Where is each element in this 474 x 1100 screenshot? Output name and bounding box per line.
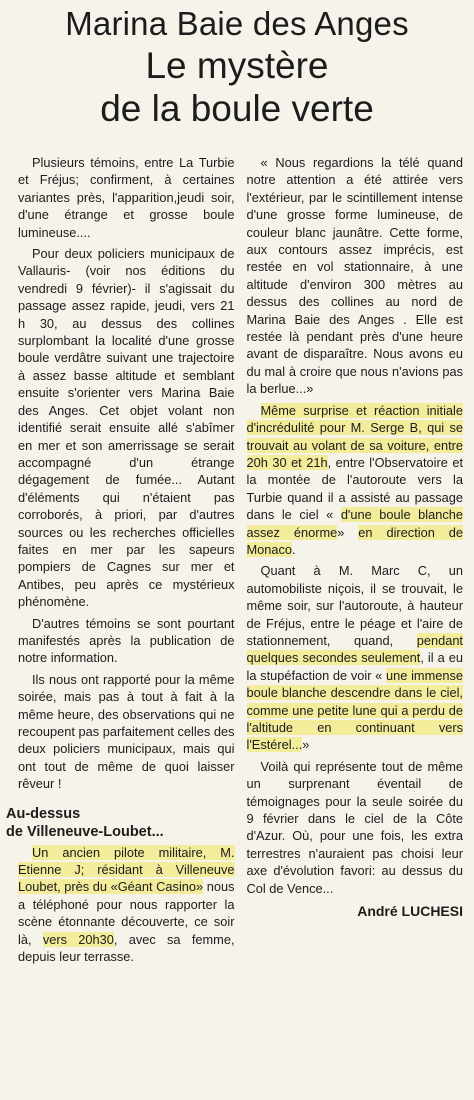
text-run: . xyxy=(292,541,296,557)
paragraph xyxy=(247,562,464,753)
text-run: , il a eu la stupéfaction de voir « xyxy=(246,650,463,683)
text-run: nous a téléphoné pour nous rapporter la scène étonnante découverte, ce soir là, xyxy=(18,879,235,947)
text-run: , entre l'Observatoire et la montée de l'autoroute vers la Turbie quand il a assisté au passage dans le ciel « xyxy=(246,454,464,523)
left-column xyxy=(6,154,235,969)
text-run: » xyxy=(302,737,310,753)
subhead-line: Au-dessus xyxy=(6,805,81,822)
text-run: , avec sa femme, depuis leur terrasse. xyxy=(18,931,235,965)
article-header xyxy=(8,0,466,130)
paragraph: Ils nous ont rapporté pour la même soirée, mais pas à tout à fait à la même heure, des observations qui ne recoupent pas parfaitement celles des deux policiers municipaux, mais qui ont tout de même de quoi laisser rêveur ! xyxy=(18,671,235,792)
paragraph xyxy=(247,402,464,559)
highlighted-text: une immense boule blanche descendre dans le ciel, comme une petite lune qui a perdu de l'altitude en continuant vers l'Estérel... xyxy=(246,667,463,753)
paragraph: Voilà qui représente tout de même un surprenant éventail de témoignages pour la seule soirée du 9 février dans le ciel de la Côte d'Azur. Où, pour une fois, les extra terrestres n'auraient pas choisi leur axe d'évolution favori: au dessus du Col de Vence... xyxy=(246,758,463,896)
text-run: » xyxy=(337,524,359,540)
highlighted-text: Même surprise et réaction initiale d'incrédulité pour M. Serge B, qui se trouvait au volant de sa voiture, entre 20h 30 et 21h xyxy=(246,402,463,470)
highlighted-text: vers 20h30 xyxy=(42,931,114,947)
article-title-line-1: Le mystère xyxy=(145,45,329,86)
paragraph: « Nous regardions la télé quand notre attention a été attirée vers l'extérieur, par le scintillement intense d'une grosse forme lumineuse, de couleur blanc jaunâtre. Cette forme, aux contours assez imprécis, est restée en vol stationnaire, à une altitude d'environ 300 mètres au dessus des collines au nord de Marina Baie des Anges . Elle est restée là pendant près d'une heure avant de disparaître. Nous avons eu du mal à croire que nous n'avions pas la berlue...» xyxy=(246,155,463,397)
highlighted-text: pendant quelques secondes seulement xyxy=(246,632,463,666)
article-body xyxy=(8,154,466,969)
paragraph: D'autres témoins se sont pourtant manifestés après la publication de notre information. xyxy=(18,615,235,666)
paragraph: Plusieurs témoins, entre La Turbie et Fréjus; confirment, à certaines variantes près, l'apparition,jeudi soir, d'une étrange et grosse boule lumineuse.... xyxy=(18,155,235,240)
paragraph xyxy=(18,844,235,966)
highlighted-text: d'une boule blanche assez énorme xyxy=(246,507,463,540)
article-kicker: Marina Baie des Anges xyxy=(65,5,409,42)
right-column xyxy=(247,154,464,969)
article-title-line-2: de la boule verte xyxy=(100,88,374,129)
text-run: Quant à M. Marc C, un automobiliste niçois, il se trouvait, le même soir, sur l'autoroute, à hauteur de Fréjus, entre le péage et l'aire de stationnement, quand, xyxy=(246,563,463,648)
byline: André LUCHESI xyxy=(357,903,463,920)
subhead-line: de Villeneuve-Loubet... xyxy=(6,823,164,840)
section-subhead xyxy=(6,805,235,841)
highlighted-text: en direction de Monaco xyxy=(246,524,463,557)
highlighted-text: Un ancien pilote militaire, M. Etienne J; résidant à Villeneuve Loubet, près du «Géant Casino» xyxy=(18,844,235,895)
paragraph: Pour deux policiers municipaux de Vallauris- (voir nos éditions du vendredi 9 février)- il s'agissait du passage assez rapide, jeudi, vers 21 h 30, au dessus des collines surplombant la localité d'une grosse boule verdâtre suivant une trajectoire à assez basse altitude et semblant ensuite s'orienter vers Marina Baie des Anges. Cet objet volant non identifié serait ensuite allé s'abîmer en mer et son amerrissage se serait accompagné d'un étrange dégagement de fumée... Autant d'éléments qui n'étaient pas corroborés, à priori, par d'autres sources ou les recherches officielles faites en mer par les sapeurs pompiers de Cagnes sur mer et Antibes, peu après ce mystérieux phénomène. xyxy=(18,246,235,610)
